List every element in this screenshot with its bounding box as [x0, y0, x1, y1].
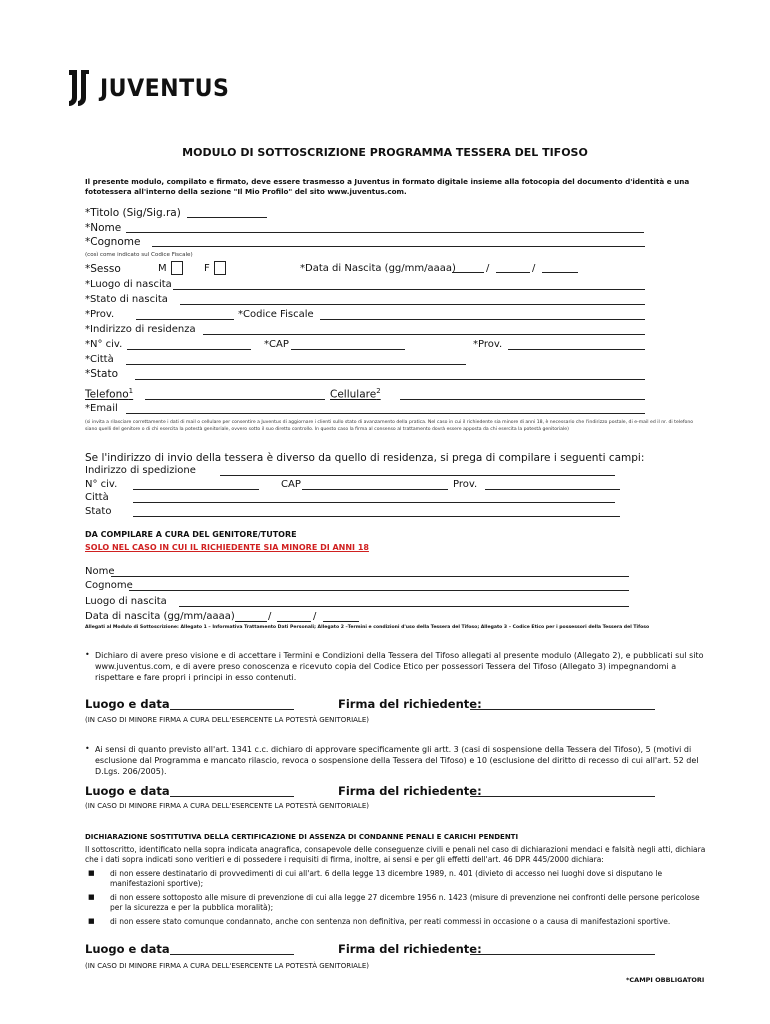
firma-field-2[interactable]	[470, 796, 655, 797]
guardian-nome-label: Nome	[85, 566, 115, 577]
cap-label: *CAP	[264, 339, 289, 350]
shipping-prov-field[interactable]	[485, 489, 620, 490]
civ-field[interactable]	[127, 349, 251, 350]
bullet-1: •	[85, 650, 90, 659]
shipping-civ-label: N° civ.	[85, 479, 118, 490]
guardian-slash-2: /	[313, 611, 317, 622]
campi-obbligatori-footer: *CAMPI OBBLIGATORI	[626, 976, 705, 984]
data-nascita-label: *Data di Nascita (gg/mm/aaaa)	[300, 263, 456, 274]
bullet-2: •	[85, 744, 90, 753]
allegati-line: Allegati al Modulo di Sottoscrizione: Allegato 1 – Informativa Trattamento Dati Personali; Allegato 2 –Termini e condizioni d'uso della Tessera del Tifoso; Allegato 3 – Codice Etico per i possessori della Tessera del Tifoso	[85, 625, 650, 630]
guardian-data-aaaa[interactable]	[323, 621, 359, 622]
m-checkbox[interactable]	[171, 261, 183, 275]
f-checkbox[interactable]	[214, 261, 226, 275]
luogo-data-field-3[interactable]	[170, 954, 294, 955]
guardian-luogo-label: Luogo di nascita	[85, 596, 167, 607]
shipping-citta-label: Città	[85, 492, 109, 503]
data-nascita-aaaa[interactable]	[542, 272, 578, 273]
luogo-data-label-1: Luogo e data	[85, 697, 170, 711]
guardian-cognome-field[interactable]	[129, 590, 629, 591]
shipping-indirizzo-field[interactable]	[220, 475, 615, 476]
shipping-civ-field[interactable]	[133, 489, 259, 490]
indirizzo-field[interactable]	[203, 334, 645, 335]
shipping-cap-field[interactable]	[302, 489, 448, 490]
luogo-nascita-label: *Luogo di nascita	[85, 279, 172, 290]
email-label: *Email	[85, 403, 118, 414]
square-bullet-1: ■	[88, 869, 95, 877]
titolo-field[interactable]	[187, 217, 267, 218]
firma-field-3[interactable]	[470, 954, 655, 955]
shipping-citta-field[interactable]	[133, 502, 615, 503]
data-nascita-mm[interactable]	[496, 272, 530, 273]
intro-text: Il presente modulo, compilato e firmato, deve essere trasmesso a Juventus in formato digitale insieme alla fotocopia del documento d'identità e una fototessera all'interno della sezione "Il Mio Profilo" del sito www.juventus.com.	[85, 177, 690, 196]
luogo-data-field-1[interactable]	[170, 709, 294, 710]
guardian-slash-1: /	[268, 611, 272, 622]
cognome-label: *Cognome	[85, 236, 141, 248]
sesso-label: *Sesso	[85, 263, 121, 275]
luogo-data-label-3: Luogo e data	[85, 942, 170, 956]
square-bullet-2: ■	[88, 893, 95, 901]
signature-note-3: (IN CASO DI MINORE FIRMA A CURA DELL'ESERCENTE LA POTESTÀ GENITORIALE)	[85, 962, 369, 970]
square-bullet-3: ■	[88, 917, 95, 925]
dichiarazione-body: Il sottoscritto, identificato nella sopra indicata anagrafica, consapevole delle conseguenze civili e penali nel caso di dichiarazioni mendaci e falsità negli atti, dichiara che i dati sopra indicati sono veritieri e di possedere i requisiti di firma, inoltre, ai sensi e per gli effetti dell'art. 46 DPR 445/2000 dichiara:	[85, 845, 706, 864]
civ-label: *N° civ.	[85, 339, 123, 350]
shipping-prov-label: Prov.	[453, 479, 478, 490]
declaration-1: Dichiaro di avere preso visione e di accettare i Termini e Condizioni della Tessera del Tifoso allegati al presente modulo (Allegato 2), e pubblicati sul sito www.juventus.com, e di avere preso conoscenza e ricevuto copia del Codice Etico per possessori Tessera del Tifoso (Allegato 3) impegnandomi a rispettare e fare propri i principi in esso contenuti.	[95, 651, 704, 682]
signature-note-1: (IN CASO DI MINORE FIRMA A CURA DELL'ESERCENTE LA POTESTÀ GENITORIALE)	[85, 716, 369, 724]
stato-nascita-label: *Stato di nascita	[85, 294, 168, 305]
nome-label: *Nome	[85, 222, 122, 234]
dichiarazione-item-3: di non essere stato comunque condannato, anche con sentenza non definitiva, per reati commessi in occasione o a causa di manifestazioni sportive.	[110, 917, 671, 926]
firma-label-3: Firma del richiedente:	[338, 942, 482, 956]
dichiarazione-item-1: di non essere destinatario di provvedimenti di cui all'art. 6 della legge 13 dicembre 1989, n. 401 (divieto di accesso nei luoghi dove si disputano le manifestazioni sportive);	[110, 869, 663, 888]
firma-field-1[interactable]	[470, 709, 655, 710]
indirizzo-label: *Indirizzo di residenza	[85, 324, 196, 335]
firma-label-2: Firma del richiedente:	[338, 784, 482, 798]
guardian-cognome-label: Cognome	[85, 580, 133, 591]
guardian-nome-field[interactable]	[111, 576, 629, 577]
data-nascita-gg[interactable]	[452, 272, 484, 273]
prov-field[interactable]	[136, 319, 234, 320]
shipping-cap-label: CAP	[281, 479, 301, 490]
declaration-2: Ai sensi di quanto previsto all'art. 1341 c.c. dichiaro di approvare specificamente gli artt. 3 (casi di sospensione della Tessera del Tifoso), 5 (motivi di esclusione dal Programma e mancato rilascio, revoca o sospensione della Tessera del Tifoso) e 10 (esclusione del diritto di recesso di cui all'art. 52 del D.Lgs. 206/2005).	[95, 745, 699, 776]
cosi-come-note: (così come indicato sul Codice Fiscale)	[85, 252, 193, 258]
sesso-m-option[interactable]	[158, 261, 183, 275]
cellulare-label: Cellulare$^2$	[330, 387, 381, 401]
telefono-label: Telefono$^1$	[85, 387, 134, 401]
prov-label: *Prov.	[85, 309, 115, 320]
firma-label-1: Firma del richiedente:	[338, 697, 482, 711]
guardian-luogo-field[interactable]	[179, 606, 629, 607]
m-label: M	[158, 263, 167, 274]
codice-fiscale-field[interactable]	[320, 319, 645, 320]
cellulare-field[interactable]	[400, 399, 645, 400]
page-title: MODULO DI SOTTOSCRIZIONE PROGRAMMA TESSERA DEL TIFOSO	[182, 146, 588, 159]
dichiarazione-item-2: di non essere sottoposto alle misure di prevenzione di cui alla legge 27 dicembre 1956 n. 1423 (misure di prevenzione nei confronti delle persone pericolose per la sicurezza e per la pubblica moralità);	[110, 893, 700, 912]
guardian-heading: DA COMPILARE A CURA DEL GENITORE/TUTORE	[85, 530, 297, 539]
nome-field[interactable]	[126, 232, 644, 233]
f-label: F	[204, 263, 210, 274]
shipping-stato-field[interactable]	[133, 516, 620, 517]
cognome-field[interactable]	[152, 246, 645, 247]
luogo-data-label-2: Luogo e data	[85, 784, 170, 798]
stato-nascita-field[interactable]	[180, 304, 645, 305]
signature-note-2: (IN CASO DI MINORE FIRMA A CURA DELL'ESERCENTE LA POTESTÀ GENITORIALE)	[85, 802, 369, 810]
codice-fiscale-label: *Codice Fiscale	[238, 309, 314, 320]
shipping-indirizzo-label: Indirizzo di spedizione	[85, 465, 196, 476]
sesso-f-option[interactable]	[204, 261, 226, 275]
brand-name: JUVENTUS	[100, 74, 230, 102]
guardian-data-gg[interactable]	[235, 621, 267, 622]
luogo-data-field-2[interactable]	[170, 796, 294, 797]
guardian-data-label: Data di nascita (gg/mm/aaaa)	[85, 611, 235, 622]
citta-label: *Città	[85, 354, 114, 365]
email-field[interactable]	[126, 413, 645, 414]
stato-field[interactable]	[135, 379, 645, 380]
guardian-data-mm[interactable]	[277, 621, 311, 622]
privacy-micro-note: (si invita a rilasciare correttamente i dati di mail o cellulare per consentire a Juventus di aggiornare i clienti sullo stato di avanzamento della pratica. Nel caso in cui il richiedente sia minore di anni 18, è necessario che l'indirizzo postale, di e-mail ed il nr. di telefono siano quelli del genitore o di chi esercita la potestà genitoriale, ovvero sotto il suo diretto controllo. In questo caso la firma al consenso al trattamento dovrà essere apposta da chi esercita la potestà genitoriale)	[85, 420, 694, 432]
slash-1: /	[486, 263, 490, 274]
luogo-nascita-field[interactable]	[173, 289, 645, 290]
shipping-stato-label: Stato	[85, 506, 112, 517]
titolo-label: *Titolo (Sig/Sig.ra)	[85, 207, 181, 219]
prov2-field[interactable]	[508, 349, 645, 350]
stato-label: *Stato	[85, 368, 119, 380]
citta-field[interactable]	[126, 364, 466, 365]
guardian-subheading: SOLO NEL CASO IN CUI IL RICHIEDENTE SIA MINORE DI ANNI 18	[85, 543, 369, 552]
slash-2: /	[532, 263, 536, 274]
cap-field[interactable]	[291, 349, 405, 350]
juventus-logo-icon	[67, 68, 93, 108]
dichiarazione-heading: DICHIARAZIONE SOSTITUTIVA DELLA CERTIFICAZIONE DI ASSENZA DI CONDANNE PENALI E CARICHI PENDENTI	[85, 833, 519, 841]
shipping-heading: Se l'indirizzo di invio della tessera è diverso da quello di residenza, si prega di compilare i seguenti campi:	[85, 452, 645, 464]
telefono-field[interactable]	[145, 399, 325, 400]
prov2-label: *Prov.	[473, 339, 503, 350]
